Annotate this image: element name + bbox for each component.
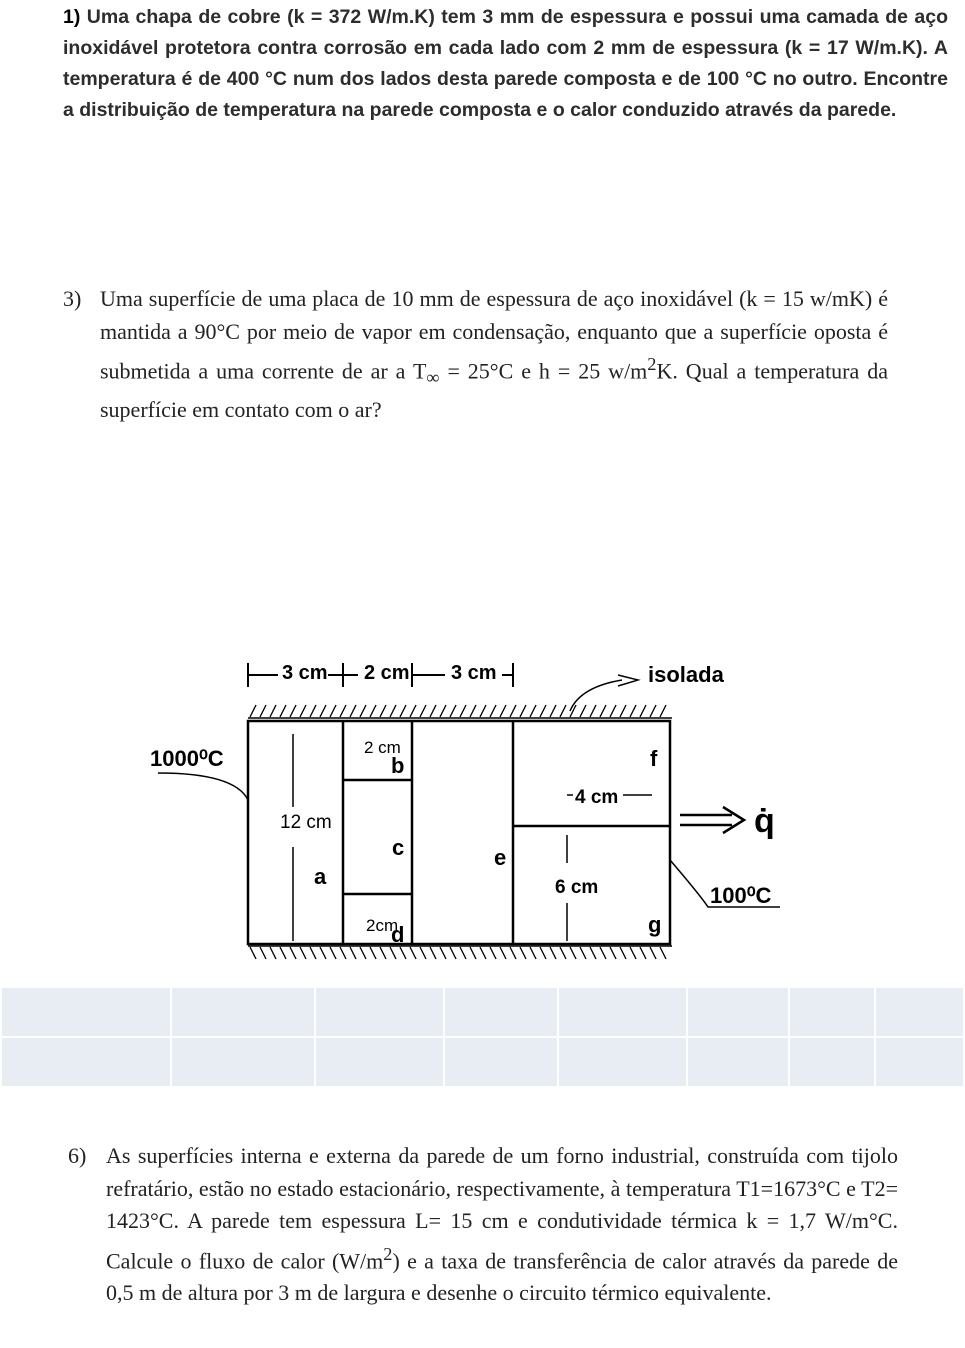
dim-b-label: 2 cm: [364, 738, 401, 757]
table-cell: [445, 1038, 557, 1086]
table-cell: [559, 988, 686, 1036]
composite-wall-figure: [140, 645, 800, 975]
region-c-label: c: [392, 835, 405, 860]
question-3-text: [100, 283, 888, 427]
insulation-hatch-bottom: [250, 947, 666, 959]
region-b-label: b: [391, 753, 405, 778]
table-cell: [316, 1038, 443, 1086]
question-6-text: [106, 1140, 898, 1310]
table-cell: [876, 988, 963, 1036]
insulation-hatch-top: [250, 705, 666, 717]
table-cell: [876, 1038, 963, 1086]
dim-f-label: 4 cm: [575, 787, 619, 808]
question-3-text-part: K. Qual a temperatura da superfície em contato com o ar?: [100, 358, 888, 423]
empty-answer-table: [0, 986, 965, 1088]
dim-d-label: 2cm: [366, 916, 399, 935]
question-6-text-part: As superfícies interna e externa da parede de um forno industrial, construída com tijolo refratário, estão no estado estacionário, respectivamente, à temperatura T1=1673°C e T2= 1423°C. A parede tem espessura L= 15 cm e condutividade térmica k = 1,7 W/m°C. Calcule o fluxo de calor (W/m: [106, 1143, 898, 1273]
region-a-label: a: [314, 864, 327, 889]
table-cell: [172, 988, 314, 1036]
question-6: [68, 1140, 898, 1310]
squared-superscript: 2: [383, 1243, 393, 1264]
insulated-label: isolada: [648, 662, 724, 687]
question-3-text-part: Uma superfície de uma placa de 10 mm de espessura de aço inoxidável (k = 15 w/mK) é mantida a 90°C por meio de vapor em condensação, enquanto que a superfície oposta é submetida a uma corrente de ar a T: [100, 286, 888, 384]
dim-3-label: 3 cm: [451, 662, 497, 684]
table-cell: [688, 988, 788, 1036]
table-cell: [790, 1038, 874, 1086]
region-g-label: g: [648, 912, 662, 937]
table-row: [2, 988, 963, 1036]
question-3: [63, 283, 888, 427]
dim-g-label: 6 cm: [555, 877, 599, 898]
region-f-label: f: [650, 746, 658, 771]
composite-wall-diagram: [140, 645, 800, 975]
heat-rate-label: q̇: [754, 802, 775, 840]
table-cell: [688, 1038, 788, 1086]
table-cell: [445, 988, 557, 1036]
table-row: [2, 1038, 963, 1086]
question-3-text-part: = 25°C e h = 25 w/m: [439, 358, 648, 384]
dim-2-label: 2 cm: [364, 662, 410, 684]
dim-1-label: 3 cm: [282, 662, 328, 684]
right-temperature-label: 100⁰C: [710, 883, 772, 908]
table-cell: [559, 1038, 686, 1086]
table-cell: [172, 1038, 314, 1086]
question-6-text-part: ) e a taxa de transferência de calor através da parede de 0,5 m de altura por 3 m de largura e desenhe o circuito térmico equivalente.: [106, 1247, 898, 1306]
table-cell: [790, 988, 874, 1036]
height-label: 12 cm: [280, 812, 332, 833]
question-1-text: Uma chapa de cobre (k = 372 W/m.K) tem 3 mm de espessura e possui uma camada de aço inoxidável protetora contra corrosão em cada lado com 2 mm de espessura (k = 17 W/m.K). A temperatura é de 400 °C num dos lados desta parede composta e de 100 °C no outro. Encontre a distribuição de temperatura na parede composta e o calor conduzido através da parede.: [63, 6, 948, 121]
question-1: [63, 2, 948, 126]
left-temp-leader: [158, 773, 248, 800]
heat-flow-arrow-icon: [723, 807, 744, 833]
region-d-label: d: [391, 922, 405, 947]
table-cell: [2, 1038, 170, 1086]
question-3-number: 3): [63, 286, 82, 311]
table-cell: [316, 988, 443, 1036]
squared-superscript: 2: [647, 354, 657, 374]
infinity-subscript: ∞: [426, 367, 440, 388]
left-temperature-label: 1000⁰C: [150, 746, 224, 771]
question-6-number: 6): [68, 1143, 87, 1168]
question-1-number: 1): [63, 6, 81, 28]
table-cell: [2, 988, 170, 1036]
region-e-label: e: [494, 845, 507, 870]
